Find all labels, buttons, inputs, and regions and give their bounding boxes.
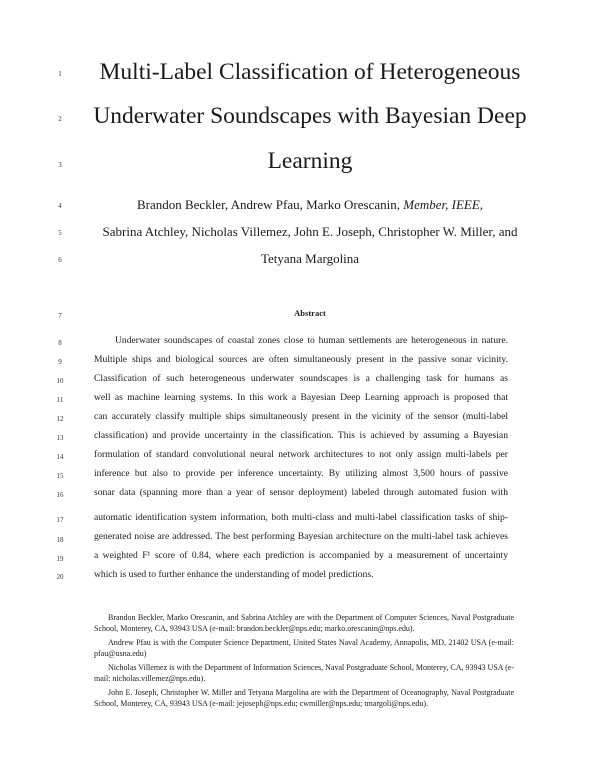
line-number: 16 xyxy=(56,491,64,499)
line-number: 7 xyxy=(58,312,62,320)
footnote-affiliation xyxy=(94,637,514,659)
paper-title-line-2: Underwater Soundscapes with Bayesian Deep xyxy=(93,103,527,129)
abstract-line: generated noise are addressed. The best performing Bayesian architecture on the multi-label task achieves xyxy=(94,531,508,542)
abstract-line: inference but also to provide per inference uncertainty. By utilizing almost 3,500 hours of passive xyxy=(94,468,508,479)
line-number: 5 xyxy=(58,229,62,237)
abstract-line: classification) and provide uncertainty in the classification. This is achieved by assuming a Bayesian xyxy=(94,430,508,441)
abstract-line: sonar data (spanning more than a year of sensor deployment) labeled through automated fusion with xyxy=(94,487,508,498)
line-number: 2 xyxy=(58,115,62,123)
line-number: 20 xyxy=(56,573,64,581)
footnote-text: Nicholas Villemez is with the Department of Information Sciences, Naval Postgraduate School, Monterey, CA, 93943 USA (e-mail: nicholas.villemez@nps.edu). xyxy=(94,663,514,683)
line-number: 11 xyxy=(56,396,64,404)
abstract-line: can accurately classify multiple ships simultaneously present in the vicinity of the sensor (multi-label xyxy=(94,411,508,422)
line-number: 12 xyxy=(56,415,64,423)
abstract-line: a weighted F¹ score of 0.84, where each prediction is accompanied by a measurement of uncertainty xyxy=(94,550,508,561)
line-number: 8 xyxy=(58,339,62,347)
footnote-affiliation xyxy=(94,662,514,684)
author-line-3: Tetyana Margolina xyxy=(260,251,360,266)
footnote-text: Andrew Pfau is with the Computer Science Department, United States Naval Academy, Annapolis, MD, 21402 USA (e-mail: pfau@usna.edu) xyxy=(94,638,514,658)
line-number: 6 xyxy=(58,256,62,264)
abstract-line: which is used to further enhance the understanding of model predictions. xyxy=(94,569,374,580)
line-number: 14 xyxy=(56,453,64,461)
abstract-line: automatic identification system information, both multi-class and multi-label classification tasks of ship- xyxy=(94,512,508,523)
author-line-1 xyxy=(60,198,560,211)
abstract-line: Multiple ships and biological sources are often simultaneously present in the passive sonar vicinity. xyxy=(94,354,508,365)
author-line-2: Sabrina Atchley, Nicholas Villemez, John E. Joseph, Christopher W. Miller, and xyxy=(102,224,518,239)
abstract-line: Classification of such heterogeneous underwater soundscapes is a challenging task for humans as xyxy=(94,373,508,384)
line-number: 9 xyxy=(58,358,62,366)
line-number: 13 xyxy=(56,434,64,442)
abstract-heading: Abstract xyxy=(294,308,326,318)
line-number: 19 xyxy=(56,555,64,563)
line-number: 1 xyxy=(58,70,62,78)
line-number: 18 xyxy=(56,536,64,544)
line-number: 15 xyxy=(56,472,64,480)
line-number: 10 xyxy=(56,377,64,385)
abstract-line: formulation of standard convolutional neural network architectures to not only assign multi-labels per xyxy=(94,449,508,460)
paper-title-line-1: Multi-Label Classification of Heterogeneous xyxy=(99,59,521,85)
line-number: 3 xyxy=(58,161,62,169)
footnote-affiliation xyxy=(94,687,514,709)
abstract-line: Underwater soundscapes of coastal zones close to human settlements are heterogeneous in nature. xyxy=(115,335,508,346)
author-names: Brandon Beckler, Andrew Pfau, Marko Orescanin, xyxy=(136,197,404,212)
member-note: Member, IEEE, xyxy=(403,197,484,212)
line-number: 17 xyxy=(56,516,64,524)
footnote-text: John E. Joseph, Christopher W. Miller and Tetyana Margolina are with the Department of Oceanography, Naval Postgraduate School, Monterey, CA, 93943 USA (e-mail: jejoseph@nps.edu; cwmiller@nps.edu; tmargoli@nps.edu). xyxy=(94,688,514,708)
footnote-affiliation xyxy=(94,612,514,634)
footnote-text: Brandon Beckler, Marko Orescanin, and Sabrina Atchley are with the Department of Computer Sciences, Naval Postgraduate School, Monterey, CA, 93943 USA (e-mail: brandon.beckler@nps.edu; marko.orescanin@nps.edu). xyxy=(94,613,514,633)
paper-title-line-3: Learning xyxy=(267,148,353,174)
line-number: 4 xyxy=(58,202,62,210)
abstract-line: well as machine learning systems. In this work a Bayesian Deep Learning approach is proposed that xyxy=(94,392,508,403)
